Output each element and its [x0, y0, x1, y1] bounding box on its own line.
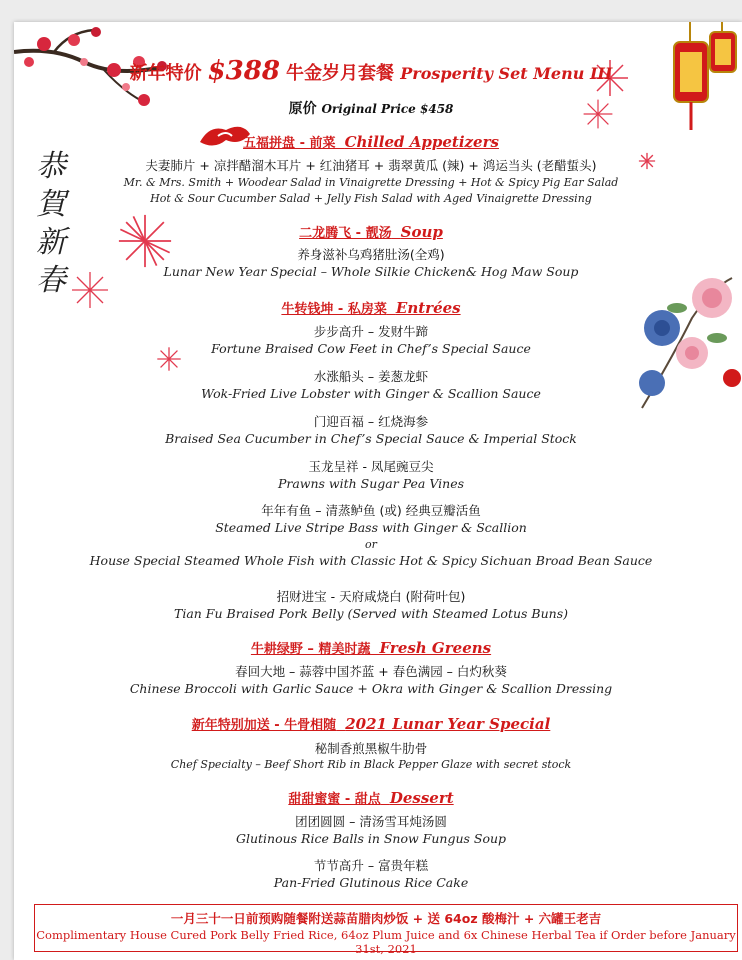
entree-zh: 水涨船头 – 姜葱龙虾	[313, 369, 429, 384]
entree-en: Tian Fu Braised Pork Belly (Served with Steamed Lotus Buns)	[174, 606, 568, 621]
entree-zh: 步步高升 – 发财牛蹄	[313, 324, 429, 339]
section-zh: 五福拼盘 - 前菜	[243, 136, 336, 151]
dessert-en: Pan-Fried Glutinous Rice Cake	[273, 875, 469, 890]
entree-en: Braised Sea Cucumber in Chef’s Special Sauce & Imperial Stock	[165, 431, 577, 446]
section-en: Chilled Appetizers	[344, 133, 499, 151]
appetizers-zh-items: 夫妻肺片 + 凉拌醋溜木耳片 + 红油猪耳 + 翡翠黄瓜 (辣) + 鸿运当头 (老醋蜇头)	[145, 158, 597, 173]
entree-zh: 招财进宝 - 天府咸烧白 (附荷叶包)	[276, 589, 466, 604]
entree-en: Wok-Fried Live Lobster with Ginger & Scallion Sauce	[201, 386, 541, 401]
special-en-item: Chef Specialty – Beef Short Rib in Black Pepper Glaze with secret stock	[170, 758, 572, 771]
greens-en-item: Chinese Broccoli with Garlic Sauce + Okra with Ginger & Scallion Dressing	[129, 681, 613, 696]
title-zh-name: 牛金岁月套餐	[285, 63, 394, 84]
entree-fish-alt: House Special Steamed Whole Fish with Classic Hot & Spicy Sichuan Broad Bean Sauce	[89, 553, 653, 568]
special-zh-item: 秘制香煎黑椒牛肋骨	[314, 741, 428, 756]
section-soup-header	[0, 222, 742, 241]
section-en: Entrées	[395, 299, 461, 317]
title-zh-prefix: 新年特价	[129, 63, 202, 84]
entree-en: Fortune Braised Cow Feet in Chef’s Special Sauce	[211, 341, 531, 356]
dessert-en: Glutinous Rice Balls in Snow Fungus Soup	[235, 831, 507, 846]
dessert-zh: 节节高升 – 富贵年糕	[313, 858, 429, 873]
entree-en: Prawns with Sugar Pea Vines	[277, 476, 465, 491]
section-en: 2021 Lunar Year Special	[345, 715, 551, 733]
greeting-char: 恭	[36, 149, 66, 184]
soup-en-item: Lunar New Year Special – Whole Silkie Chicken& Hog Maw Soup	[163, 264, 579, 279]
footer-promo-zh: 一月三十一日前预购随餐附送蒜苗腊肉炒饭 + 送 64oz 酸梅汁 + 六罐王老吉	[170, 911, 602, 926]
greeting-char: 春	[36, 263, 66, 298]
section-zh: 牛耕绿野 – 精美时蔬	[250, 642, 371, 657]
dessert-zh: 团团圆圆 – 清汤雪耳炖汤圆	[295, 814, 447, 829]
section-en: Dessert	[389, 789, 454, 807]
section-en: Soup	[400, 223, 443, 241]
section-entrees-header	[0, 298, 742, 317]
entree-en: Steamed Live Stripe Bass with Ginger & Scallion	[215, 520, 527, 535]
entree-or: or	[365, 538, 377, 551]
appetizers-en-line1: Mr. & Mrs. Smith + Woodear Salad in Vinaigrette Dressing + Hot & Spicy Pig Ear Salad	[123, 176, 619, 189]
entree-zh: 门迎百福 – 红烧海参	[313, 414, 429, 429]
section-zh: 甜甜蜜蜜 - 甜点	[288, 792, 381, 807]
greeting-char: 新	[36, 225, 66, 260]
section-appetizers-header	[0, 132, 742, 151]
entree-zh: 玉龙呈祥 - 凤尾豌豆尖	[308, 459, 434, 474]
original-price-en: Original Price $458	[321, 102, 454, 116]
entree-zh: 年年有鱼 – 清蒸鲈鱼 (或) 经典豆瓣活鱼	[261, 503, 481, 518]
section-special-header	[0, 714, 742, 733]
soup-zh-item: 养身滋补乌鸡猪肚汤(全鸡)	[297, 247, 445, 262]
section-zh: 新年特别加送 - 牛骨相随	[191, 718, 337, 733]
appetizers-en-line2: Hot & Sour Cucumber Salad + Jelly Fish Salad with Aged Vinaigrette Dressing	[150, 192, 592, 205]
title-price: $388	[207, 56, 280, 86]
section-greens-header	[0, 638, 742, 657]
section-zh: 牛转钱坤 - 私房菜	[281, 302, 387, 317]
section-dessert-header	[0, 788, 742, 807]
title-en: Prosperity Set Menu III	[400, 64, 613, 83]
original-price-zh: 原价	[288, 101, 317, 117]
footer-promo-en: Complimentary House Cured Pork Belly Fried Rice, 64oz Plum Juice and 6x Chinese Herbal Tea if Order before January 31st, 2021	[36, 928, 736, 956]
greeting-char: 賀	[36, 187, 66, 222]
menu-title	[0, 56, 742, 86]
section-en: Fresh Greens	[379, 639, 492, 657]
section-zh: 二龙腾飞 - 靓汤	[299, 226, 392, 241]
greens-zh-item: 春回大地 – 蒜蓉中国芥蓝 + 春色满园 – 白灼秋葵	[235, 664, 507, 679]
original-price	[0, 98, 742, 118]
